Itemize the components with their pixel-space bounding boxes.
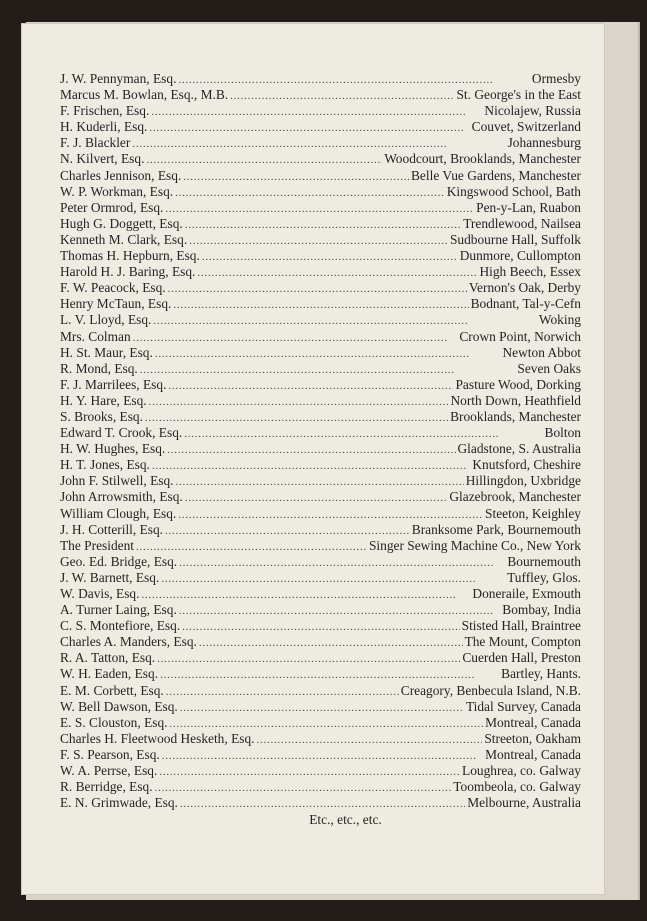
entry-place: Montreal, Canada (485, 714, 581, 730)
list-item (60, 554, 581, 570)
entry-place: Creagory, Benbecula Island, N.B. (400, 682, 581, 698)
entry-name: C. S. Montefiore, Esq. (60, 618, 181, 634)
entry-place: Gladstone, S. Australia (457, 441, 581, 457)
list-item (60, 666, 581, 682)
document-page (22, 24, 604, 894)
list-item (60, 506, 581, 522)
dot-leader (183, 169, 409, 185)
entry-place: Bolton (544, 425, 581, 441)
entry-name: H. T. Jones, Esq. (60, 457, 150, 473)
dot-leader (146, 152, 382, 168)
entry-place: Doneraile, Exmouth (472, 586, 581, 601)
entry-place: Loughrea, co. Galway (462, 763, 581, 779)
entry-place: Nicolajew, Russia (484, 103, 581, 119)
entry-name: J. W. Pennyman, Esq. (60, 71, 177, 86)
entry-name: Thomas H. Hepburn, Esq. (60, 248, 200, 264)
list-item (60, 602, 581, 618)
entry-name: W. Davis, Esq. (60, 586, 140, 601)
list-item (60, 119, 581, 135)
list-item (60, 634, 581, 650)
list-item (60, 715, 581, 731)
dot-leader (166, 684, 399, 700)
list-item (60, 264, 581, 280)
list-item (60, 103, 581, 119)
entry-place: High Beech, Essex (479, 264, 581, 280)
dot-leader (257, 732, 483, 748)
entry-name: Peter Ormrod, Esq. (60, 199, 164, 215)
list-item (60, 457, 581, 473)
entry-name: R. Mond, Esq. (60, 360, 138, 376)
dot-leader (185, 490, 448, 506)
entry-place: Bombay, India (502, 602, 581, 618)
entry-name: Marcus M. Bowlan, Esq., M.B. (60, 87, 229, 103)
entry-name: John Arrowsmith, Esq. (60, 489, 183, 505)
list-item (60, 683, 581, 699)
entry-name: J. H. Cotterill, Esq. (60, 521, 164, 537)
entry-place: Pen-y-Lan, Ruabon (476, 199, 581, 215)
subscriber-list (60, 71, 581, 828)
entry-name: Mrs. Colman (60, 328, 131, 344)
dot-leader (178, 72, 529, 88)
entry-name: W. Bell Dawson, Esq. (60, 698, 178, 714)
entry-place: North Down, Heathfield (450, 392, 581, 408)
entry-name: R. Berridge, Esq. (60, 779, 153, 795)
entry-name: E. M. Corbett, Esq. (60, 682, 164, 698)
dot-leader (168, 281, 467, 297)
dot-leader (140, 362, 516, 378)
list-item (60, 779, 581, 795)
dot-leader (162, 748, 483, 764)
dot-leader (136, 539, 367, 555)
entry-place: Belle Vue Gardens, Manchester (411, 167, 581, 183)
entry-name: Hugh G. Doggett, Esq. (60, 215, 183, 231)
entry-name: Kenneth M. Clark, Esq. (60, 231, 188, 247)
entry-name: Henry McTaun, Esq. (60, 296, 172, 312)
list-item (60, 361, 581, 377)
entry-place: Knutsford, Cheshire (472, 457, 581, 473)
dot-leader (189, 233, 448, 249)
list-item (60, 586, 581, 602)
list-item (60, 248, 581, 264)
entry-place: St. George's in the East (456, 87, 581, 103)
dot-leader (157, 651, 460, 667)
dot-leader (176, 474, 464, 490)
entry-place: Cuerden Hall, Preston (462, 650, 581, 666)
entry-place: Newton Abbot (502, 344, 581, 360)
list-item (60, 232, 581, 248)
entry-name: J. W. Barnett, Esq. (60, 569, 160, 585)
entry-place: Singer Sewing Machine Co., New York (368, 537, 581, 553)
entry-name: The President (60, 537, 135, 553)
entry-place: Streeton, Oakham (484, 730, 581, 746)
list-item (60, 329, 581, 345)
list-item (60, 425, 581, 441)
entry-name: Harold H. J. Baring, Esq. (60, 264, 196, 280)
entry-name: H. St. Maur, Esq. (60, 344, 153, 360)
dot-leader (178, 507, 483, 523)
entry-name: Geo. Ed. Bridge, Esq. (60, 553, 178, 569)
list-item (60, 393, 581, 409)
dot-leader (152, 458, 471, 474)
dot-leader (151, 104, 482, 120)
entry-name: F. S. Pearson, Esq. (60, 746, 160, 762)
dot-leader (179, 603, 500, 619)
entry-place: Hillingdon, Uxbridge (465, 473, 581, 489)
entry-place: Sudbourne Hall, Suffolk (449, 231, 581, 247)
dot-leader (173, 297, 468, 313)
list-item (60, 538, 581, 554)
entry-place: The Mount, Compton (464, 634, 581, 650)
dot-leader (170, 716, 484, 732)
dot-leader (141, 587, 470, 603)
list-item (60, 441, 581, 457)
list-item (60, 522, 581, 538)
entry-name: E. S. Clouston, Esq. (60, 714, 168, 730)
list-item (60, 312, 581, 328)
entry-place: Melbourne, Australia (467, 795, 581, 811)
entry-name: H. W. Hughes, Esq. (60, 441, 166, 457)
dot-leader (182, 619, 459, 635)
entry-name: N. Kilvert, Esq. (60, 151, 145, 167)
dot-leader (149, 394, 449, 410)
dot-leader (153, 313, 537, 329)
dot-leader (155, 346, 501, 362)
list-item (60, 409, 581, 425)
list-item (60, 184, 581, 200)
list-item (60, 570, 581, 586)
entry-name: R. A. Tatton, Esq. (60, 650, 156, 666)
entry-name: H. Kuderli, Esq. (60, 119, 148, 135)
list-item (60, 763, 581, 779)
dot-leader (180, 700, 464, 716)
entry-place: Steeton, Keighley (485, 505, 581, 521)
list-item (60, 795, 581, 811)
entry-place: Brooklands, Manchester (450, 408, 581, 424)
entry-place: Woodcourt, Brooklands, Manchester (384, 151, 581, 167)
dot-leader (149, 120, 469, 136)
entry-place: Woking (538, 312, 581, 328)
entry-place: Montreal, Canada (485, 746, 581, 762)
list-item (60, 200, 581, 216)
entry-place: Crown Point, Norwich (459, 328, 581, 344)
entry-place: Vernon's Oak, Derby (468, 280, 581, 296)
dot-leader (175, 185, 445, 201)
entry-name: W. P. Workman, Esq. (60, 183, 174, 199)
entry-name: S. Brooks, Esq. (60, 408, 143, 424)
entry-place: Kingswood School, Bath (446, 183, 581, 199)
list-item (60, 618, 581, 634)
entry-place: Pasture Wood, Dorking (455, 376, 581, 392)
list-item (60, 345, 581, 361)
entry-name: F. Frischen, Esq. (60, 103, 150, 119)
entry-place: Bournemouth (507, 553, 581, 569)
list-item (60, 87, 581, 103)
dot-leader (145, 410, 448, 426)
entry-place: Glazebrook, Manchester (449, 489, 581, 505)
entry-place: Johannesburg (507, 135, 581, 151)
list-item (60, 731, 581, 747)
dot-leader (185, 217, 461, 233)
entry-place: Bodnant, Tal-y-Cefn (470, 296, 581, 312)
list-item (60, 168, 581, 184)
dot-leader (184, 426, 542, 442)
entry-name: A. Turner Laing, Esq. (60, 602, 177, 618)
entry-name: E. N. Grimwade, Esq. (60, 795, 178, 811)
entry-place: Tuffley, Glos. (507, 569, 581, 585)
entry-name: John F. Stilwell, Esq. (60, 473, 174, 489)
dot-leader (180, 796, 465, 812)
entry-place: Dunmore, Cullompton (459, 248, 581, 264)
dot-leader (155, 780, 452, 796)
list-item (60, 699, 581, 715)
list-item (60, 151, 581, 167)
entry-name: Edward T. Crook, Esq. (60, 425, 183, 441)
entry-place: Couvet, Switzerland (471, 119, 581, 135)
entry-name: W. H. Eaden, Esq. (60, 666, 159, 682)
entry-place: Toombeola, co. Galway (453, 779, 581, 795)
list-item (60, 216, 581, 232)
entry-name: W. A. Perrse, Esq. (60, 763, 158, 779)
list-item (60, 71, 581, 87)
dot-leader (165, 523, 410, 539)
dot-leader (199, 635, 463, 651)
list-item (60, 747, 581, 763)
list-item (60, 650, 581, 666)
entry-place: Ormesby (531, 71, 581, 86)
entry-place: Trendlewood, Nailsea (463, 215, 581, 231)
dot-leader (133, 330, 458, 346)
list-footer: Etc., etc., etc. (309, 812, 382, 828)
dot-leader (167, 442, 455, 458)
dot-leader (132, 136, 505, 152)
entry-name: Charles H. Fleetwood Hesketh, Esq. (60, 730, 255, 746)
dot-leader (202, 249, 458, 265)
entry-place: Branksome Park, Bournemouth (411, 521, 581, 537)
entry-name: L. V. Lloyd, Esq. (60, 312, 152, 328)
list-item (60, 135, 581, 151)
entry-place: Bartley, Hants. (501, 666, 581, 682)
dot-leader (165, 201, 474, 217)
list-item (60, 296, 581, 312)
entry-name: Charles Jennison, Esq. (60, 167, 182, 183)
dot-leader (168, 378, 453, 394)
entry-name: H. Y. Hare, Esq. (60, 392, 147, 408)
entry-name: F. J. Marrilees, Esq. (60, 376, 167, 392)
dot-leader (159, 764, 460, 780)
list-item (60, 489, 581, 505)
entry-name: Charles A. Manders, Esq. (60, 634, 197, 650)
entry-place: Seven Oaks (517, 360, 581, 376)
dot-leader (197, 265, 477, 281)
entry-name: F. W. Peacock, Esq. (60, 280, 166, 296)
dot-leader (179, 555, 505, 571)
dot-leader (160, 667, 499, 683)
entry-name: F. J. Blackler (60, 135, 131, 151)
entry-place: Tidal Survey, Canada (465, 698, 581, 714)
dot-leader (161, 571, 505, 587)
list-item (60, 377, 581, 393)
list-item (60, 473, 581, 489)
dot-leader (230, 88, 454, 104)
entry-name: William Clough, Esq. (60, 505, 177, 521)
entry-place: Stisted Hall, Braintree (461, 618, 581, 634)
list-item (60, 280, 581, 296)
